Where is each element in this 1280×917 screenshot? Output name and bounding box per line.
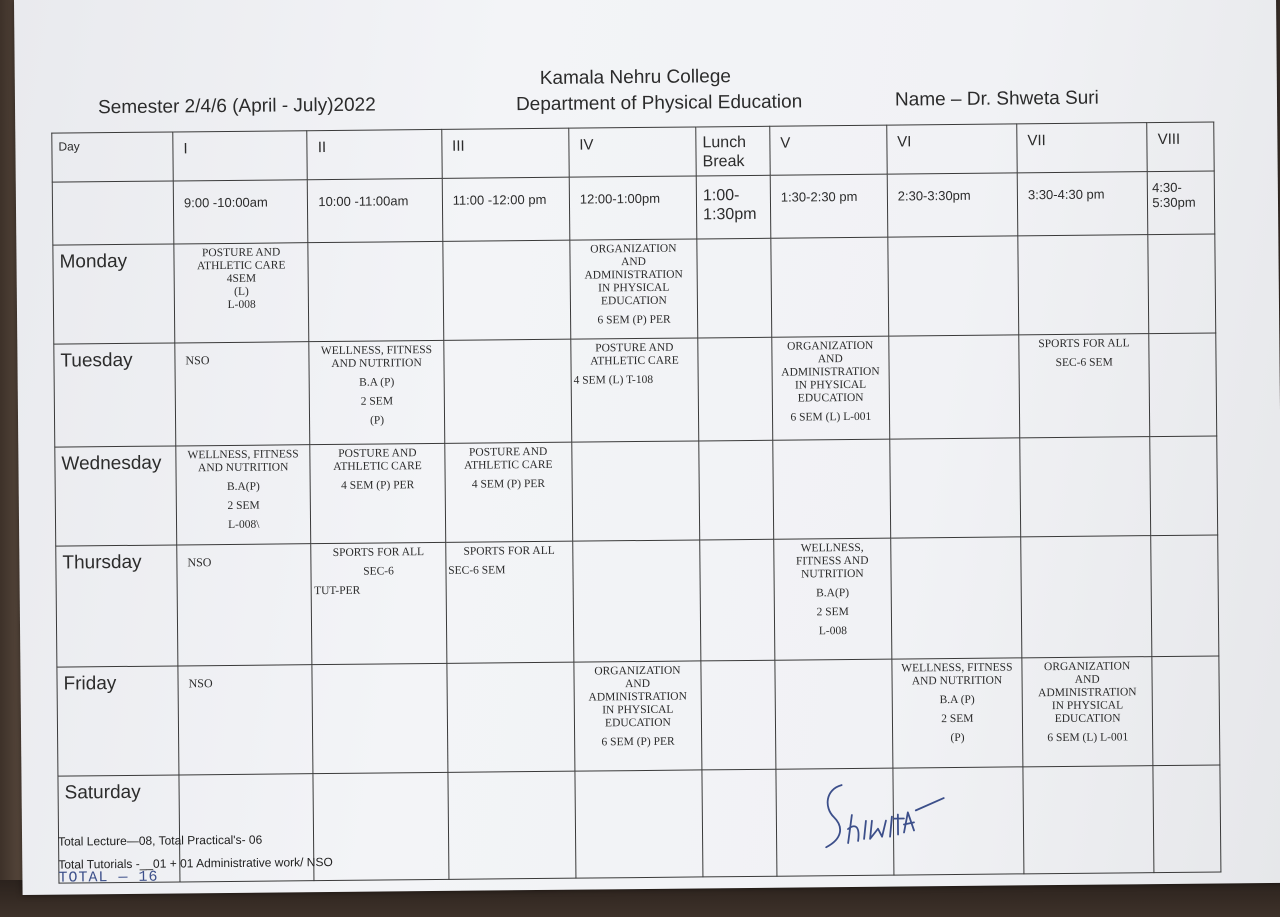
class-line: L-008 — [227, 298, 256, 311]
class-line: EDUCATION — [600, 294, 667, 308]
class-line: ORGANIZATION — [787, 339, 874, 353]
class-line: ATHLETIC CARE — [333, 460, 422, 473]
period-1-header: I — [173, 131, 308, 181]
day-thursday: Thursday — [56, 545, 178, 667]
class-cell — [774, 538, 892, 660]
period-2-header: II — [307, 129, 442, 179]
class-line: 4 SEM (P) PER — [471, 477, 546, 491]
class-line: EDUCATION — [797, 391, 864, 405]
class-line: (P) — [950, 731, 965, 745]
class-line: B.A(P) — [816, 587, 850, 600]
class-line: AND — [620, 255, 647, 269]
nso-cell: NSO — [178, 665, 313, 775]
class-line: 6 SEM (P) PER — [601, 735, 675, 749]
time-5: 1:30-2:30 pm — [770, 174, 888, 238]
time-row — [52, 171, 1215, 245]
class-cell — [311, 542, 446, 664]
period-8-header: VIII — [1147, 122, 1214, 172]
class-line: ATHLETIC CARE — [463, 458, 553, 472]
class-cell — [444, 442, 572, 542]
class-line: ADMINISTRATION — [1038, 686, 1137, 700]
period-6-header: VI — [887, 124, 1018, 174]
class-line: POSTURE AND — [201, 246, 281, 260]
class-line: SPORTS FOR ALL — [1038, 337, 1130, 351]
class-cell — [772, 336, 890, 440]
class-line: 6 SEM (L) L-001 — [790, 410, 872, 424]
class-line: ORGANIZATION — [1043, 660, 1131, 674]
department-name: Department of Physical Education — [515, 91, 803, 116]
day-wednesday: Wednesday — [55, 446, 177, 546]
period-7-header: VII — [1017, 123, 1148, 173]
class-cell — [892, 658, 1023, 768]
class-line: WELLNESS, FITNESS — [901, 661, 1013, 675]
college-name: Kamala Nehru College — [539, 66, 732, 89]
class-line: EDUCATION — [1054, 712, 1121, 726]
class-line: SEC-6 — [363, 565, 394, 578]
time-lunch: 1:00-1:30pm — [696, 175, 770, 239]
class-line: WELLNESS, FITNESS — [187, 448, 299, 462]
time-7: 3:30-4:30 pm — [1017, 172, 1148, 236]
class-line: WELLNESS, — [800, 541, 864, 555]
class-line: NUTRITION — [801, 567, 864, 581]
time-4: 12:00-1:00pm — [569, 176, 697, 240]
nso-cell: NSO — [175, 342, 310, 446]
class-cell — [1019, 334, 1150, 438]
thursday-row — [56, 535, 1219, 667]
class-line: SEC-6 SEM — [448, 564, 506, 577]
class-line: AND NUTRITION — [197, 461, 289, 475]
class-line: ADMINISTRATION — [588, 690, 687, 704]
class-line: EDUCATION — [604, 716, 671, 730]
time-3: 11:00 -12:00 pm — [442, 177, 570, 241]
lunch-header: Lunch Break — [696, 126, 770, 176]
class-line: B.A (P) — [359, 376, 395, 389]
day-saturday: Saturday — [58, 775, 180, 883]
class-line: AND — [625, 677, 651, 691]
class-line: ADMINISTRATION — [781, 365, 880, 379]
class-line: TUT-PER — [313, 584, 361, 598]
monday-row — [53, 234, 1216, 344]
class-line: IN PHYSICAL — [598, 281, 670, 295]
day-header: Day — [52, 132, 173, 182]
class-line: SEC-6 SEM — [1055, 356, 1113, 370]
class-cell — [174, 243, 309, 343]
class-line: IN PHYSICAL — [602, 703, 674, 717]
class-line: 2 SEM — [941, 712, 974, 726]
time-6: 2:30-3:30pm — [887, 173, 1018, 237]
class-line: IN PHYSICAL — [794, 378, 867, 392]
period-4-header: IV — [569, 127, 697, 177]
signature — [811, 776, 952, 857]
class-line: L-008\ — [228, 518, 260, 531]
class-line: POSTURE AND — [595, 341, 674, 355]
class-line: IN PHYSICAL — [1051, 699, 1124, 713]
time-8: 4:30-5:30pm — [1147, 171, 1214, 235]
class-line: L-008 — [818, 625, 848, 638]
semester-label: Semester 2/4/6 (April - July)2022 — [97, 94, 376, 119]
class-line: AND NUTRITION — [331, 357, 422, 370]
class-cell — [310, 443, 445, 543]
class-cell — [176, 445, 311, 545]
class-cell — [574, 661, 702, 771]
class-line: B.A (P) — [939, 693, 975, 707]
friday-row — [57, 656, 1220, 776]
faculty-name: Name – Dr. Shweta Suri — [894, 87, 1099, 111]
class-line: 2 SEM — [227, 499, 260, 512]
class-line: 2 SEM — [816, 606, 849, 619]
day-monday: Monday — [53, 244, 175, 344]
class-line: POSTURE AND — [338, 447, 417, 460]
class-line: 4 SEM (P) PER — [341, 479, 415, 492]
class-line: ATHLETIC CARE — [196, 259, 286, 273]
total-lecture-summary: Total Lecture—08, Total Practical's- 06 — [58, 832, 263, 849]
class-line: 4 SEM (L) T-108 — [573, 373, 654, 387]
time-1: 9:00 -10:00am — [173, 180, 308, 244]
timetable — [51, 121, 1221, 883]
handwritten-total: TOTAL — 16 — [58, 868, 159, 887]
period-3-header: III — [441, 128, 569, 178]
class-line: (P) — [369, 414, 385, 427]
class-line: AND NUTRITION — [911, 674, 1003, 688]
class-cell — [570, 239, 698, 339]
timetable-sheet — [14, 0, 1280, 895]
class-line: ADMINISTRATION — [584, 268, 683, 282]
class-line: B.A(P) — [226, 480, 260, 493]
class-line: ATHLETIC CARE — [590, 354, 679, 368]
class-line: 6 SEM (L) L-001 — [1047, 731, 1129, 745]
class-cell — [571, 338, 699, 442]
day-friday: Friday — [57, 666, 179, 776]
class-line: 2 SEM — [360, 395, 394, 408]
class-line: (L) — [234, 285, 249, 298]
class-line: 4SEM — [226, 272, 257, 285]
class-line: POSTURE AND — [468, 445, 548, 459]
class-line: AND — [817, 353, 843, 366]
period-5-header: V — [770, 125, 887, 175]
time-row-blank — [52, 181, 174, 245]
class-line: FITNESS AND — [795, 554, 869, 568]
class-line: SPORTS FOR ALL — [463, 544, 555, 558]
class-line: ORGANIZATION — [594, 664, 681, 678]
tuesday-row — [54, 333, 1217, 447]
class-line: WELLNESS, FITNESS — [320, 344, 433, 358]
wednesday-row — [55, 436, 1218, 546]
class-line: ORGANIZATION — [590, 242, 677, 256]
class-cell — [1022, 657, 1153, 767]
class-line: 6 SEM (P) PER — [597, 313, 671, 327]
day-tuesday: Tuesday — [54, 343, 176, 447]
nso-cell: NSO — [177, 544, 312, 666]
class-cell — [445, 541, 573, 663]
time-2: 10:00 -11:00am — [308, 178, 443, 242]
class-cell — [309, 340, 444, 444]
total-tutorials-summary: Total Tutorials -__01 + 01 Administrative work/ NSO — [58, 854, 333, 872]
class-line: AND — [1074, 673, 1100, 686]
class-line: SPORTS FOR ALL — [332, 546, 425, 559]
